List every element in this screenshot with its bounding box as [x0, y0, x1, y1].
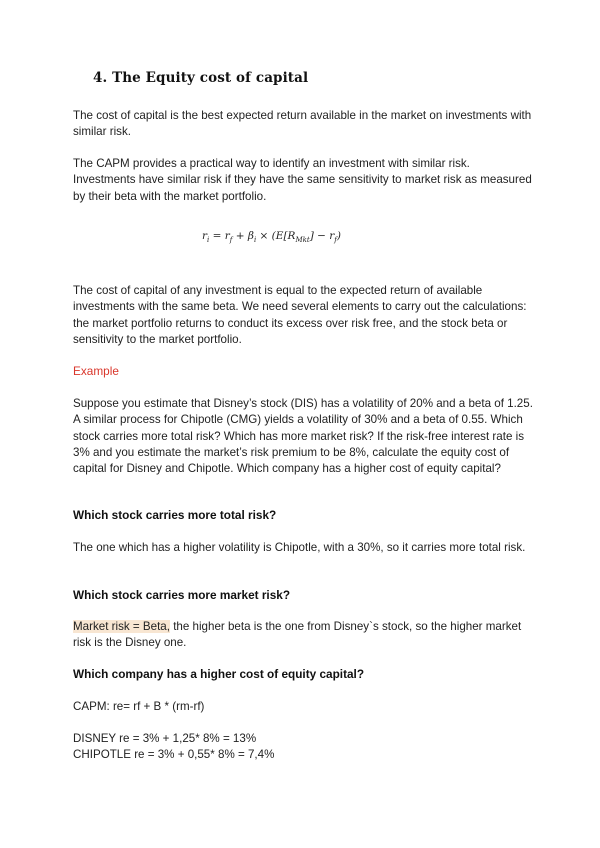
eq-beta: β	[247, 230, 254, 242]
eq-close: ] −	[309, 230, 330, 242]
eq-plus: +	[232, 230, 248, 242]
eq-lhs: r	[202, 230, 208, 242]
eq-lhs-sub: i	[207, 236, 210, 245]
answer-market-risk	[73, 619, 533, 652]
cost-of-capital-paragraph: The cost of capital of any investment is equal to the expected return of available investments with the same beta. We need several elements to carry out the calculations: the market portfolio returns to conduct its excess over risk free, and the stock beta or sensitivity to the market portfolio.	[73, 284, 527, 346]
question-cost-of-equity: Which company has a higher cost of equity capital?	[73, 667, 365, 681]
eq-rf: r	[224, 230, 230, 242]
answer-total-risk: The one which has a higher volatility is Chipotle, with a 30%, so it carries more total risk.	[73, 541, 526, 554]
capm-equation	[202, 230, 341, 244]
eq-equals: =	[209, 230, 225, 242]
example-paragraph: Suppose you estimate that Disney’s stock (DIS) has a volatility of 20% and a beta of 1.25. A similar process for Chipotle (CMG) yields a volatility of 30% and a beta of 0.55. Which stock carries more total risk? Which has more market risk? If the risk-free interest rate is 3% and you estimate the market’s risk premium to be 8%, calculate the equity cost of capital for Disney and Chipotle. Which company has a higher cost of equity capital?	[73, 397, 533, 476]
capm-formula-text: CAPM: re= rf + B * (rm-rf)	[73, 700, 205, 713]
eq-mkt-sub: Mkt	[295, 236, 310, 245]
eq-times: × (	[256, 230, 276, 242]
eq-expect: E[R	[275, 230, 296, 242]
disney-calculation: DISNEY re = 3% + 1,25* 8% = 13%	[73, 732, 257, 745]
capm-intro-paragraph: The CAPM provides a practical way to identify an investment with similar risk. Investments have similar risk if they have the same sensitivity to market risk as measured by their beta with the market portfolio.	[73, 157, 532, 203]
eq-rf-sub: f	[229, 236, 233, 245]
question-market-risk: Which stock carries more market risk?	[73, 588, 291, 602]
question-total-risk: Which stock carries more total risk?	[73, 508, 277, 522]
example-label: Example	[73, 364, 119, 378]
eq-rf2-sub: f	[334, 236, 337, 245]
calculations	[73, 731, 533, 764]
highlighted-definition: Market risk = Beta,	[73, 620, 170, 633]
section-heading: 4. The Equity cost of capital	[93, 70, 309, 86]
eq-beta-sub: i	[253, 236, 257, 245]
eq-end: )	[336, 230, 341, 242]
answer-market-risk-text: the higher beta is the one from Disney`s stock, so the higher market risk is the Disney one.	[73, 620, 522, 650]
intro-paragraph: The cost of capital is the best expected return available in the market on investments with similar risk.	[73, 109, 532, 139]
eq-rf2: r	[329, 230, 335, 242]
chipotle-calculation: CHIPOTLE re = 3% + 0,55* 8% = 7,4%	[73, 748, 275, 762]
